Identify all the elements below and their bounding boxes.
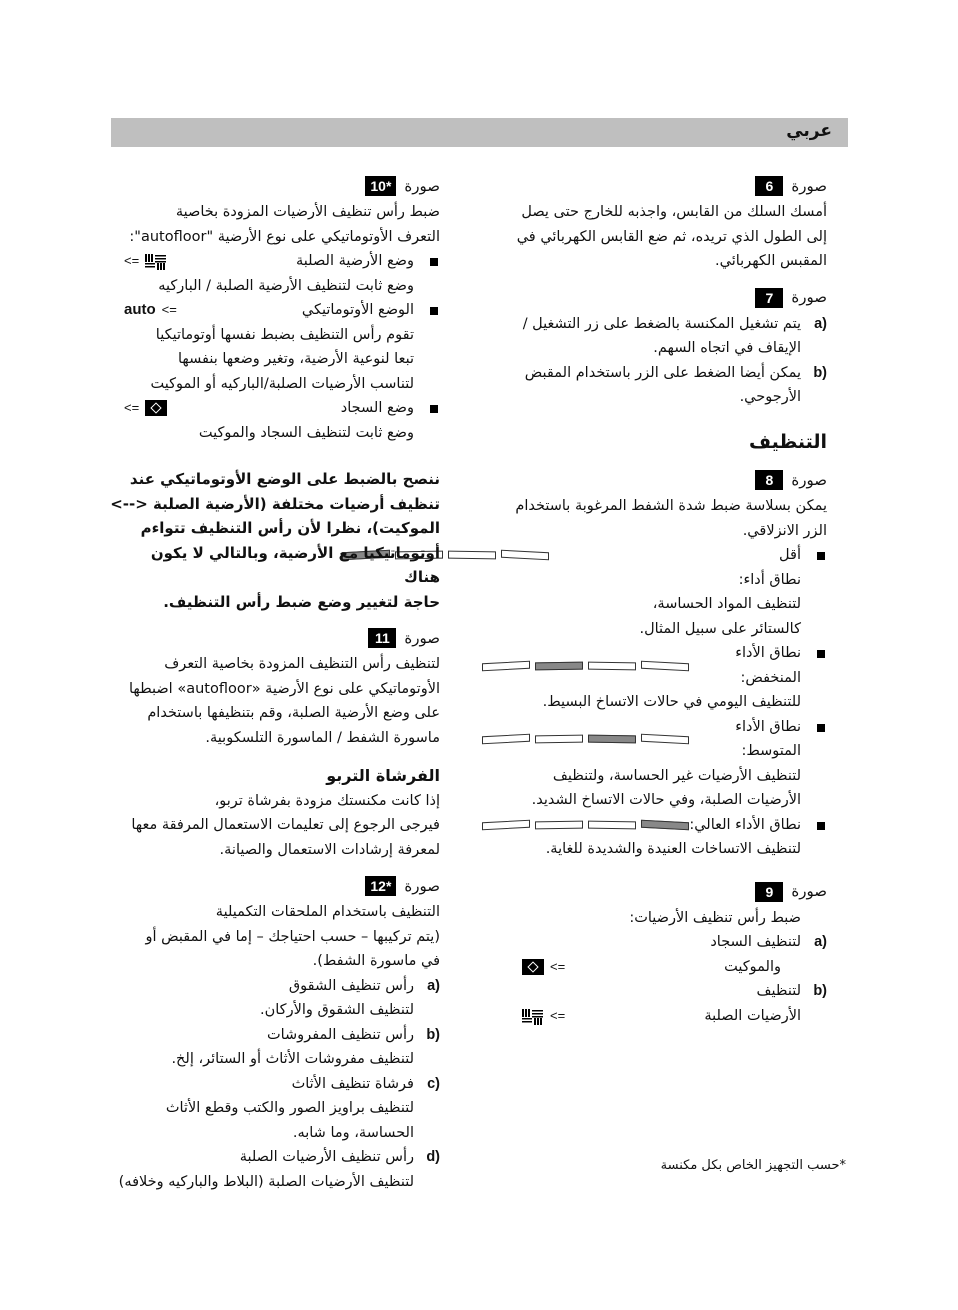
text-line: الحساسة، وما شابه. [292,1124,414,1141]
text-line: فيرجى الرجوع إلى تعليمات الاستعمال المرفقة معها [131,817,440,833]
text-line: نطاق أداء: [738,571,801,588]
arrow-label: <= [124,400,140,415]
text-line: حاجة لتغيير وضع ضبط رأس التنظيف. [163,592,440,611]
text-line: لتنظيف مفروشات الأثاث أو الستائر، إلخ. [171,1051,414,1067]
text-line: (يتم تركيبها – حسب احتياجك – إما في المقبض أو [145,928,440,945]
list-item [482,930,827,979]
text-line: أوتوماتيكيا مع الأرضية، وبالتالي لا يكون هناك [150,543,440,586]
turbo-brush-section [110,764,440,862]
text-line: التعرف الأوتوماتيكي على نوع الأرضية "autofloor": [129,228,440,245]
bullet-icon [817,724,825,732]
figure-7-heading [482,286,827,310]
arrow-label: <= [161,302,177,317]
suction-level-low [482,641,827,715]
cleaning-section-title: التنظيف [748,430,827,453]
text-line: ننصح بالضبط على الوضع الأوتوماتيكي عند [129,470,440,488]
text-line: لتنظيف المواد الحساسة، [652,596,801,612]
mode-automatic [110,298,440,396]
figure-12-section [110,874,440,1194]
text-line: يمكن أيضا الضغط على الزر باستخدام المقبض [524,364,801,381]
list-item [110,1145,440,1194]
slider-segment-2 [535,661,583,670]
arrow-label: <= [550,958,566,974]
figure-label: صورة [791,176,827,195]
slider-segment-1 [482,734,530,745]
right-column [482,174,827,1040]
text-line: لمعرفة إرشادات الاستعمال والصيانة. [219,841,440,858]
level-title: نطاق الأداء المتوسط: [735,718,801,759]
turbo-brush-title: الفرشاة التربو [326,766,440,785]
slider-segment-2 [535,735,583,744]
item-letter: c) [427,1075,440,1092]
figure-label: صورة [791,288,827,307]
item-letter: b) [813,364,827,381]
level-title: نطاق الأداء العالي: [689,816,801,833]
text-line: الإيقاف في اتجاه السهم. [653,340,801,356]
mode-marker [522,955,565,980]
text-line: يمكن بسلاسة ضبط شدة الشفط المرغوبة باستخدام [515,498,827,514]
text-line: إذا كانت مكنستك مزودة بفرشاة تربو، [214,792,440,809]
item-letter: b) [813,983,827,999]
mode-marker [124,396,167,421]
suction-slider-graphic [482,821,689,829]
text-line: ضبط رأس تنظيف الأرضيات المزودة بخاصية [175,204,440,220]
text-line: لتنظيف الشقوق والأركان. [259,1002,414,1018]
slider-segment-3 [588,661,636,670]
language-label: عربي [786,121,832,141]
bullet-icon [817,650,825,658]
text-line: ضبط رأس تنظيف الأرضيات: [629,909,801,926]
list-item [482,312,827,361]
figure-number-badge: 8 [755,470,783,490]
slider-segment-1 [482,819,530,830]
item-title: فرشاة تنظيف الأثاث [291,1075,414,1092]
text-line: والموكيت [724,958,781,975]
figure-11-heading [110,626,440,650]
footnote: *حسب التجهيز الخاص بكل مكنسة [660,1158,846,1173]
suction-level-high [482,813,827,862]
mode-carpet [110,396,440,445]
hard-floor-icon [145,253,167,269]
figure-10-heading [110,174,440,198]
item-title: رأس تنظيف المفروشات [266,1026,414,1043]
left-column [110,174,440,1206]
text-line: تنظيف أرضيات مختلفة (الأرضية الصلبة <--> [110,494,440,513]
bullet-icon [430,258,438,266]
bullet-icon [817,552,825,560]
text-line: للتنظيف اليومي في حالات الاتساخ البسيط. [542,694,801,710]
item-title: رأس تنظيف الشقوق [288,977,414,994]
text-line: الأرضيات الصلبة [704,1007,801,1024]
text-line: لتنظيف الاتساخات العنيدة والشديدة للغاية. [545,841,801,857]
text-line: الأرجوحي. [739,389,801,405]
mode-title: وضع السجاد [340,400,414,416]
slider-segment-4 [641,660,689,671]
item-letter: d) [426,1149,440,1165]
suction-level-medium [482,715,827,813]
mode-marker [124,298,177,323]
mode-marker [124,249,167,274]
figure-label: صورة [404,176,440,195]
text-line: ماسورة الشفط / الماسورة التلسكوبية. [205,729,440,746]
text-line: لتنظيف الأرضيات غير الحساسة، ولتنظيف [552,767,801,784]
text-line: الزر الانزلاقي. [742,522,827,539]
text-line: لتنظيف براويز الصور والكتب وقطع الأثاث [165,1100,414,1116]
text-line: التنظيف باستخدام الملحقات التكميلية [215,904,440,920]
level-title: أقل [779,547,801,563]
figure-label: صورة [404,876,440,895]
suction-level-min [482,543,827,641]
language-header-bar [111,118,848,147]
slider-segment-1 [482,660,530,671]
bullet-icon [430,405,438,413]
slider-segment-3 [588,735,636,744]
text-line: في ماسورة الشفط). [312,953,440,969]
text-line: وضع ثابت لتنظيف الأرضية الصلبة / الباركيه [158,277,414,294]
figure-6-section [482,174,827,274]
figure-number-badge: 10* [365,176,396,196]
item-letter: a) [814,934,827,950]
text-line: الأرضيات الصلبة، وفي حالات الاتساخ الشديد. [531,792,801,808]
figure-7-section [482,286,827,410]
text-line: وضع ثابت لتنظيف السجاد والموكيت [198,424,414,441]
mode-hard-floor [110,249,440,298]
figure-label: صورة [404,628,440,647]
figure-8-section [482,468,827,862]
figure-number-badge: 9 [755,882,783,902]
text-line: لتنظيف [756,983,801,999]
carpet-icon [522,959,544,975]
suction-slider-graphic [482,662,689,670]
text-line: الموكيت)، نظرا لأن رأس التنظيف تتواءم [140,519,440,537]
figure-10-section [110,174,440,445]
figure-number-badge: 7 [755,288,783,308]
text-line: تقوم رأس التنظيف بضبط نفسها أوتوماتيكيا [155,326,414,343]
list-item [482,979,827,1028]
slider-segment-4 [641,734,689,745]
figure-number-badge: 11 [368,628,396,648]
list-item [110,1023,440,1072]
auto-label: auto [124,301,156,318]
arrow-label: <= [124,253,140,268]
arrow-label: <= [550,1007,566,1023]
figure-6-heading [482,174,827,198]
text-line: يتم تشغيل المكنسة بالضغط على زر التشغيل / [522,315,801,332]
level-title: نطاق الأداء المنخفض: [735,645,801,686]
figure-number-badge: 6 [755,176,783,196]
figure-label: صورة [791,470,827,489]
text-line: أمسك السلك من القابس، واجذبه للخارج حتى يصل [521,204,827,220]
item-title: رأس تنظيف الأرضيات الصلبة [239,1149,414,1165]
text-line: المقبس الكهربائي. [715,253,827,269]
text-line: إلى الطول الذي تريده، ثم ضع القابس الكهربائي في [516,228,827,245]
item-letter: a) [427,977,440,994]
carpet-icon [145,400,167,416]
advice-paragraph [110,467,440,614]
text-line: لتناسب الأرضيات الصلبة/الباركيه أو الموكيت [150,375,414,392]
slider-segment-3 [448,551,496,560]
list-item [482,361,827,410]
figure-label: صورة [791,882,827,901]
list-item [110,1072,440,1146]
figure-number-badge: 12* [365,876,396,896]
text-line: لتنظيف رأس التنظيف المزودة بخاصية التعرف [164,656,440,672]
mode-title: وضع الأرضية الصلبة [296,253,414,269]
text-line: على وضع الأرضية الصلبة، وقم بتنظيفها باستخدام [147,705,440,721]
slider-segment-4 [641,819,689,830]
slider-segment-2 [535,820,583,829]
text-line: لتنظيف الأرضيات الصلبة (البلاط والباركيه وخلافه) [118,1173,414,1190]
text-line: لتنظيف السجاد [710,934,801,950]
slider-segment-3 [588,820,636,829]
bullet-icon [817,822,825,830]
figure-11-section [110,626,440,750]
figure-9-heading [482,880,827,904]
slider-segment-4 [501,550,549,561]
figure-12-heading [110,874,440,898]
suction-slider-graphic [482,735,689,743]
list-item [110,974,440,1023]
text-line: الأوتوماتيكي على نوع الأرضية «autofloor» اضبطها [129,680,440,697]
item-letter: a) [814,315,827,332]
mode-title: الوضع الأوتوماتيكي [301,302,414,318]
bullet-icon [430,307,438,315]
text-line: كالستائر على سبيل المثال. [639,620,801,637]
mode-marker [522,1004,565,1029]
text-line: تبعا لنوعية الأرضية، وتغير وضعها بنفسها [177,351,414,367]
figure-8-heading [482,468,827,492]
item-letter: b) [426,1026,440,1043]
hard-floor-icon [522,1008,544,1024]
figure-9-section [482,880,827,1029]
